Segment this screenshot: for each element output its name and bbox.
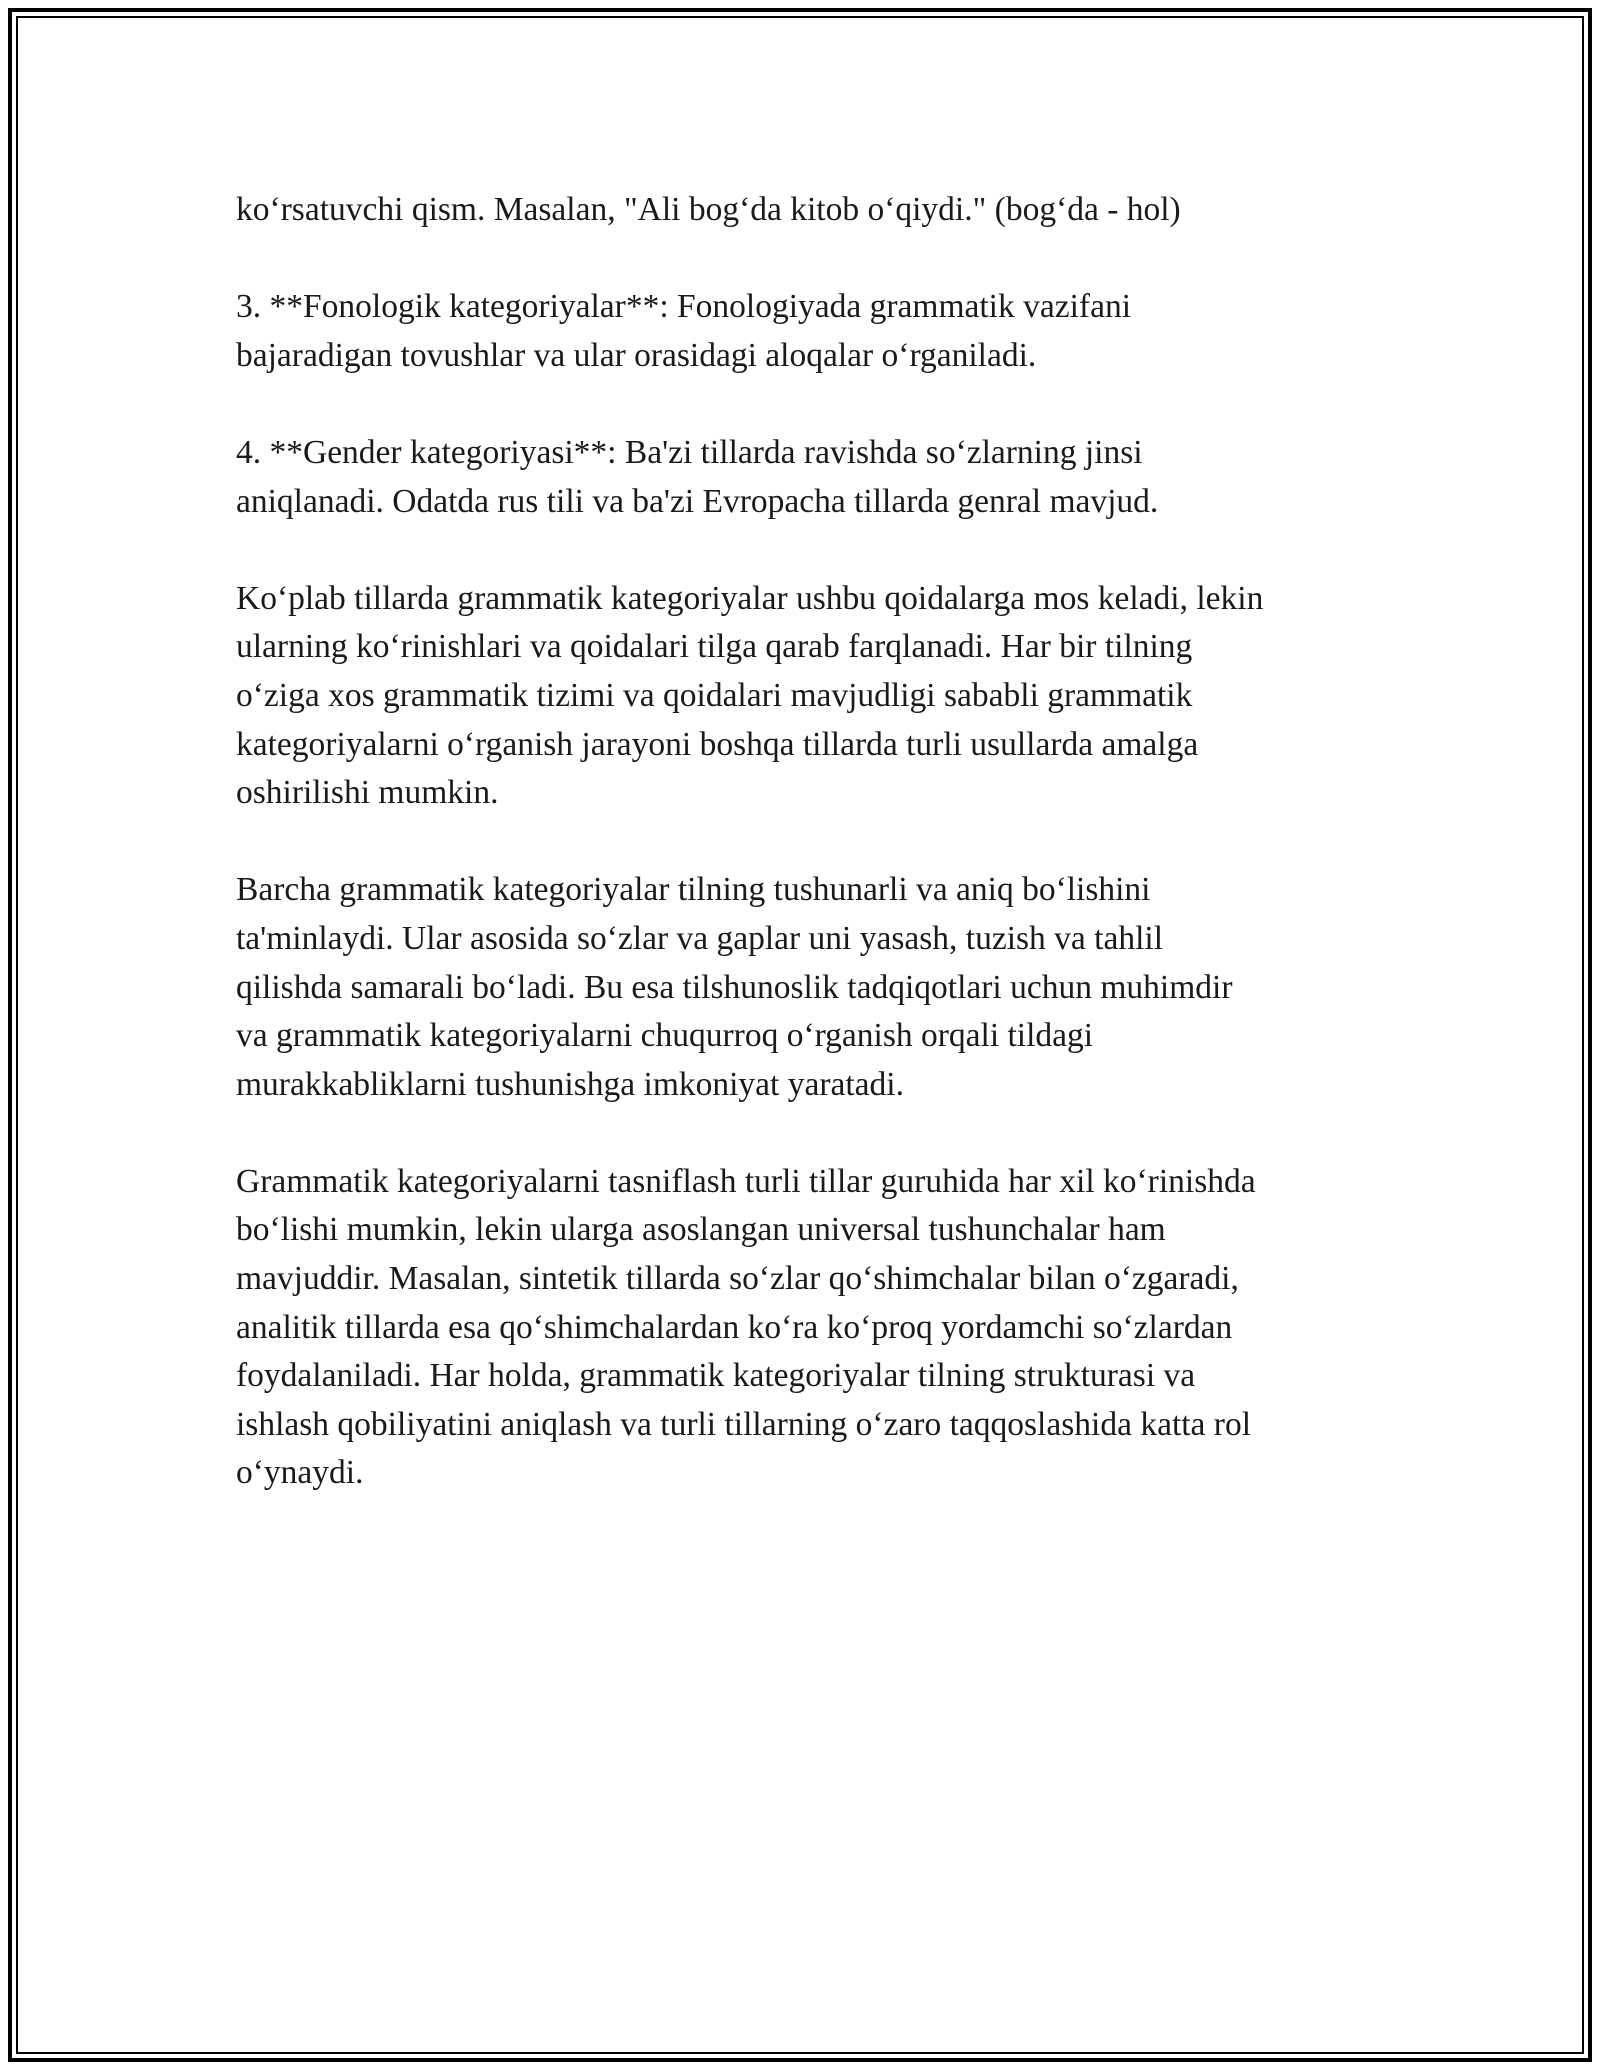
text-line: o‘ynaydi. [236,1454,364,1492]
paragraph [236,283,1376,380]
text-line: va grammatik kategoriyalarni chuqurroq o‘rganish orqali tildagi [236,1017,1094,1055]
text-line: ta'minlaydi. Ular asosida so‘zlar va gaplar uni yasash, tuzish va tahlil [236,919,1164,957]
text-line: mavjuddir. Masalan, sintetik tillarda so‘zlar qo‘shimchalar bilan o‘zgaradi, [236,1260,1239,1298]
paragraph [236,575,1376,818]
text-line: ishlash qobiliyatini aniqlash va turli tillarning o‘zaro taqqoslashida katta rol [236,1405,1252,1443]
text-line: kategoriyalarni o‘rganish jarayoni boshqa tillarda turli usullarda amalga [236,725,1199,763]
text-line: oshirilishi mumkin. [236,774,499,812]
document-body [236,186,1376,1498]
text-line: ularning ko‘rinishlari va qoidalari tilga qarab farqlanadi. Har bir tilning [236,628,1193,666]
text-line: o‘ziga xos grammatik tizimi va qoidalari mavjudligi sababli grammatik [236,676,1193,714]
text-line: analitik tillarda esa qo‘shimchalardan ko‘ra ko‘proq yordamchi so‘zlardan [236,1308,1233,1346]
text-line: qilishda samarali bo‘ladi. Bu esa tilshunoslik tadqiqotlari uchun muhimdir [236,968,1233,1006]
paragraph [236,186,1376,235]
paragraph [236,866,1376,1109]
text-line: 3. **Fonologik kategoriyalar**: Fonologiyada grammatik vazifani [236,288,1131,326]
text-line: murakkabliklarni tushunishga imkoniyat yaratadi. [236,1065,904,1103]
text-line: bo‘lishi mumkin, lekin ularga asoslangan universal tushunchalar ham [236,1211,1166,1249]
paragraph [236,429,1376,526]
text-line: Ko‘plab tillarda grammatik kategoriyalar ushbu qoidalarga mos keladi, lekin [236,579,1264,617]
text-line: 4. **Gender kategoriyasi**: Ba'zi tillarda ravishda so‘zlarning jinsi [236,433,1143,471]
text-line: Grammatik kategoriyalarni tasniflash turli tillar guruhida har xil ko‘rinishda [236,1162,1256,1200]
text-line: ko‘rsatuvchi qism. Masalan, "Ali bog‘da kitob o‘qiydi." (bog‘da - hol) [236,191,1181,228]
paragraph [236,1158,1376,1498]
text-line: aniqlanadi. Odatda rus tili va ba'zi Evropacha tillarda genral mavjud. [236,482,1159,520]
text-line: bajaradigan tovushlar va ular orasidagi aloqalar o‘rganiladi. [236,336,1037,374]
text-line: Barcha grammatik kategoriyalar tilning tushunarli va aniq bo‘lishini [236,871,1151,909]
text-line: foydalaniladi. Har holda, grammatik kategoriyalar tilning strukturasi va [236,1357,1196,1395]
